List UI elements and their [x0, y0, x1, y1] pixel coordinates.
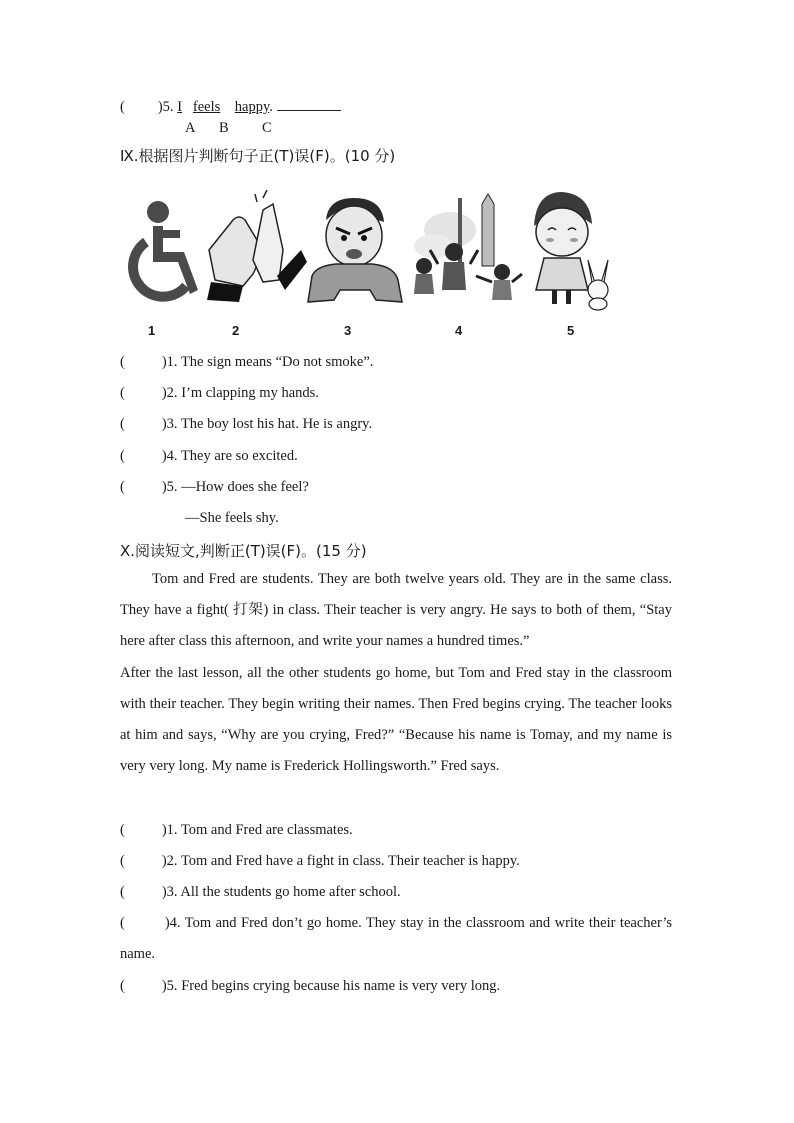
s9-item-3: ( )3. The boy lost his hat. He is angry. — [120, 416, 373, 432]
picture-number-2: 2 — [232, 323, 240, 338]
s10-item-4: ( )4. Tom and Fred don’t go home. They stay in the classroom and write their teacher’s name. — [120, 915, 672, 963]
s9-item-2: ( )2. I’m clapping my hands. — [120, 385, 319, 401]
label-a: A — [185, 120, 196, 136]
clapping-hands-picture — [203, 190, 307, 312]
s10-item-2: ( )2. Tom and Fred have a fight in class. Their teacher is happy. — [120, 853, 520, 869]
s10-item-1: ( )1. Tom and Fred are classmates. — [120, 822, 353, 838]
passage-paragraph-2: After the last lesson, all the other students go home, but Tom and Fred stay in the classroom with their teacher. They begin writing their names. Then Fred begins crying. The teacher looks at him and says, “Why are you crying, Fred?” “Because his name is Tomay, and my name is very very long. My name is Frederick Hollingsworth.” Fred says. — [120, 664, 672, 775]
label-c: C — [262, 120, 272, 136]
picture-number-1: 1 — [148, 323, 156, 338]
word-c: happy — [234, 99, 270, 115]
passage-paragraph-1: Tom and Fred are students. They are both twelve years old. They are in the same class. They have a fight( 打架) in class. Their teacher is very angry. He says to both of them, “Stay here after class this afternoon, and write your names a hundred times.” — [120, 571, 672, 650]
label-b: B — [219, 120, 229, 136]
paren-open: ( — [120, 99, 125, 115]
question-number: )5. — [157, 99, 174, 115]
s10-item-3: ( )3. All the students go home after school. — [120, 884, 401, 900]
excited-kids-rocket-picture — [410, 190, 525, 312]
picture-number-3: 3 — [344, 323, 352, 338]
angry-boy-picture — [306, 190, 404, 312]
word-b: feels — [192, 99, 221, 115]
period: . — [269, 99, 273, 115]
shy-girl-picture — [528, 190, 614, 312]
picture-number-5: 5 — [567, 323, 575, 338]
s9-item-5-answer: —She feels shy. — [185, 510, 279, 526]
s10-item-5: ( )5. Fred begins crying because his name is very very long. — [120, 978, 501, 994]
s9-item-4: ( )4. They are so excited. — [120, 448, 298, 464]
word-a: I — [177, 99, 183, 115]
top-question — [120, 98, 341, 116]
reading-passage — [120, 564, 672, 782]
s9-item-5: ( )5. —How does she feel? — [120, 479, 309, 495]
section-10-heading: Ⅹ.阅读短文,判断正(T)误(F)。(15 分) — [120, 542, 367, 560]
s9-item-1: ( )1. The sign means “Do not smoke”. — [120, 354, 374, 370]
wheelchair-sign-picture — [120, 190, 200, 312]
picture-number-4: 4 — [455, 323, 463, 338]
answer-blank[interactable] — [277, 98, 341, 111]
section-9-heading: Ⅸ.根据图片判断句子正(T)误(F)。(10 分) — [120, 147, 396, 165]
